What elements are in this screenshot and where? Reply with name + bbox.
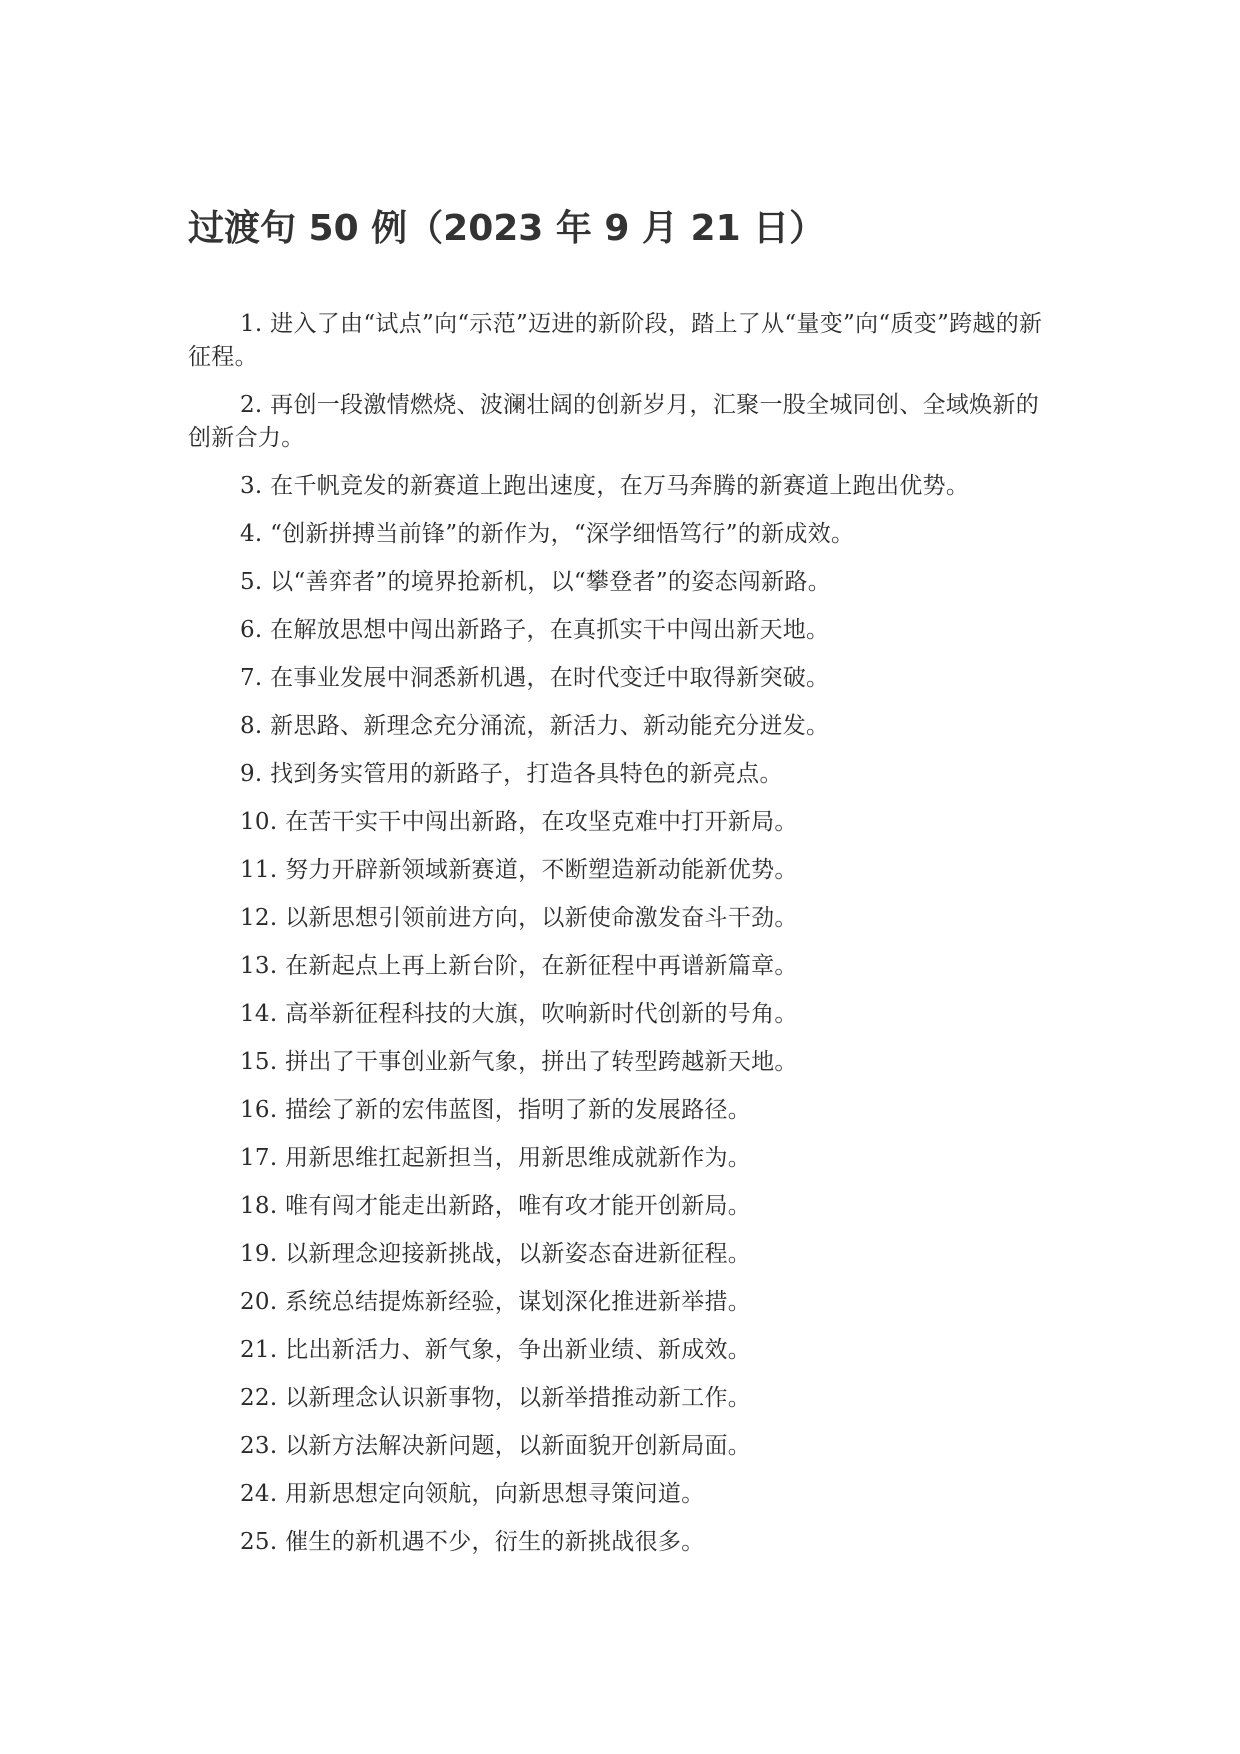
paragraph-14: 14. 高举新征程科技的大旗，吹响新时代创新的号角。 [240, 1001, 798, 1027]
paragraph-2: 2. 再创一段激情燃烧、波澜壮阔的创新岁月，汇聚一股全城同创、全域焕新的创新合力。 [188, 392, 1040, 451]
paragraph-6: 6. 在解放思想中闯出新路子，在真抓实干中闯出新天地。 [240, 617, 830, 643]
document-title: 过渡句 50 例（2023 年 9 月 21 日） [188, 208, 826, 249]
paragraph-8: 8. 新思路、新理念充分涌流，新活力、新动能充分迸发。 [240, 713, 830, 739]
paragraph-24: 24. 用新思想定向领航，向新思想寻策问道。 [240, 1481, 705, 1507]
paragraph-15: 15. 拼出了干事创业新气象，拼出了转型跨越新天地。 [240, 1049, 798, 1075]
paragraph-10: 10. 在苦干实干中闯出新路，在攻坚克难中打开新局。 [240, 809, 798, 835]
paragraph-13: 13. 在新起点上再上新台阶，在新征程中再谱新篇章。 [240, 953, 798, 979]
paragraph-5: 5. 以“善弈者”的境界抢新机，以“攀登者”的姿态闯新路。 [240, 569, 831, 595]
paragraph-19: 19. 以新理念迎接新挑战，以新姿态奋进新征程。 [240, 1241, 752, 1267]
paragraph-7: 7. 在事业发展中洞悉新机遇，在时代变迁中取得新突破。 [240, 665, 830, 691]
paragraph-22: 22. 以新理念认识新事物，以新举措推动新工作。 [240, 1385, 752, 1411]
paragraph-21: 21. 比出新活力、新气象，争出新业绩、新成效。 [240, 1337, 752, 1363]
paragraph-11: 11. 努力开辟新领域新赛道，不断塑造新动能新优势。 [240, 857, 798, 883]
paragraph-9: 9. 找到务实管用的新路子，打造各具特色的新亮点。 [240, 761, 783, 787]
paragraph-20: 20. 系统总结提炼新经验，谋划深化推进新举措。 [240, 1289, 752, 1315]
paragraph-1: 1. 进入了由“试点”向“示范”迈进的新阶段，踏上了从“量变”向“质变”跨越的新征程。 [188, 311, 1043, 370]
paragraph-3: 3. 在千帆竞发的新赛道上跑出速度，在万马奔腾的新赛道上跑出优势。 [240, 473, 970, 499]
paragraph-12: 12. 以新思想引领前进方向，以新使命激发奋斗干劲。 [240, 905, 798, 931]
paragraph-4: 4. “创新拼搏当前锋”的新作为，“深学细悟笃行”的新成效。 [240, 521, 855, 547]
paragraph-18: 18. 唯有闯才能走出新路，唯有攻才能开创新局。 [240, 1193, 752, 1219]
paragraph-17: 17. 用新思维扛起新担当，用新思维成就新作为。 [240, 1145, 752, 1171]
paragraph-23: 23. 以新方法解决新问题，以新面貌开创新局面。 [240, 1433, 752, 1459]
paragraph-16: 16. 描绘了新的宏伟蓝图，指明了新的发展路径。 [240, 1097, 752, 1123]
paragraph-25: 25. 催生的新机遇不少，衍生的新挑战很多。 [240, 1529, 705, 1555]
document-body [188, 308, 1054, 1574]
